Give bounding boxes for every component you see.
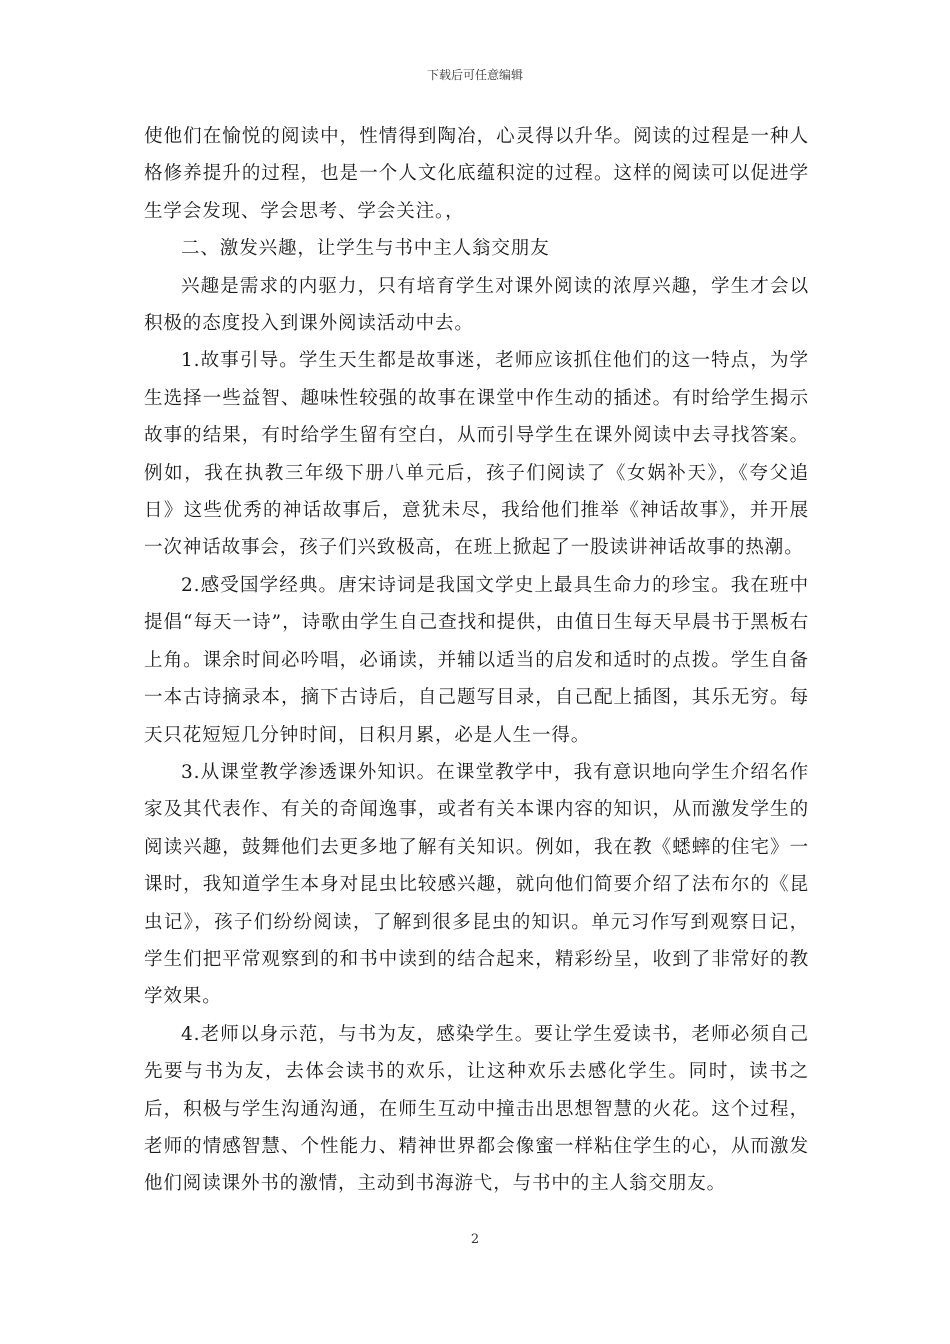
paragraph-item-4: 4.老师以身示范，与书为友，感染学生。要让学生爱读书，老师必须自己先要与书为友，去体会读书的欢乐，让这种欢乐去感化学生。同时，读书之后，积极与学生沟通沟通，在师生互动中撞击出思想智慧的火花。这个过程，老师的情感智慧、个性能力、精神世界都会像蜜一样粘住学生的心，从而激发他们阅读课外书的激情，主动到书海游弋，与书中的主人翁交朋友。 — [144, 1023, 809, 1195]
paragraph-item-1: 1.故事引导。学生天生都是故事迷，老师应该抓住他们的这一特点，为学生选择一些益智、趣味性较强的故事在课堂中作生动的插述。有时给学生揭示故事的结果，有时给学生留有空白，从而引导学生在课外阅读中去寻找答案。例如，我在执教三年级下册八单元后，孩子们阅读了《女娲补天》，《夸父追日》这些优秀的神话故事后，意犹未尽，我给他们推举《神话故事》，并开展一次神话故事会，孩子们兴致极高，在班上掀起了一股读讲神话故事的热潮。 — [144, 350, 809, 559]
paragraph-item-2: 2.感受国学经典。唐宋诗词是我国文学史上最具生命力的珍宝。我在班中提倡“每天一诗”，诗歌由学生自己查找和提供，由值日生每天早晨书于黑板右上角。课余时间必吟唱，必诵读，并辅以适当的启发和适时的点拨。学生自备一本古诗摘录本，摘下古诗后，自己题写目录，自己配上插图，其乐无穷。每天只花短短几分钟时间，日积月累，必是人生一得。 — [144, 574, 809, 746]
document-body — [144, 118, 809, 1203]
paragraph: 兴趣是需求的内驱力，只有培育学生对课外阅读的浓厚兴趣，学生才会以积极的态度投入到课外阅读活动中去。 — [144, 275, 809, 335]
section-heading: 二、激发兴趣，让学生与书中主人翁交朋友 — [181, 238, 550, 260]
paragraph-continuation: 使他们在愉悦的阅读中，性情得到陶冶，心灵得以升华。阅读的过程是一种人格修养提升的过程，也是一个人文化底蕴积淀的过程。这样的阅读可以促进学生学会发现、学会思考、学会关注。， — [144, 126, 809, 222]
page-header: 下载后可任意编辑 — [426, 68, 523, 82]
paragraph-item-3: 3.从课堂教学渗透课外知识。在课堂教学中，我有意识地向学生介绍名作家及其代表作、有关的奇闻逸事，或者有关本课内容的知识，从而激发学生的阅读兴趣，鼓舞他们去更多地了解有关知识。例如，我在教《蟋蟀的住宅》一课时，我知道学生本身对昆虫比较感兴趣，就向他们简要介绍了法布尔的《昆虫记》，孩子们纷纷阅读，了解到很多昆虫的知识。单元习作写到观察日记，学生们把平常观察到的和书中读到的结合起来，精彩纷呈，收到了非常好的教学效果。 — [144, 761, 809, 1008]
page-number: 2 — [470, 1232, 480, 1247]
